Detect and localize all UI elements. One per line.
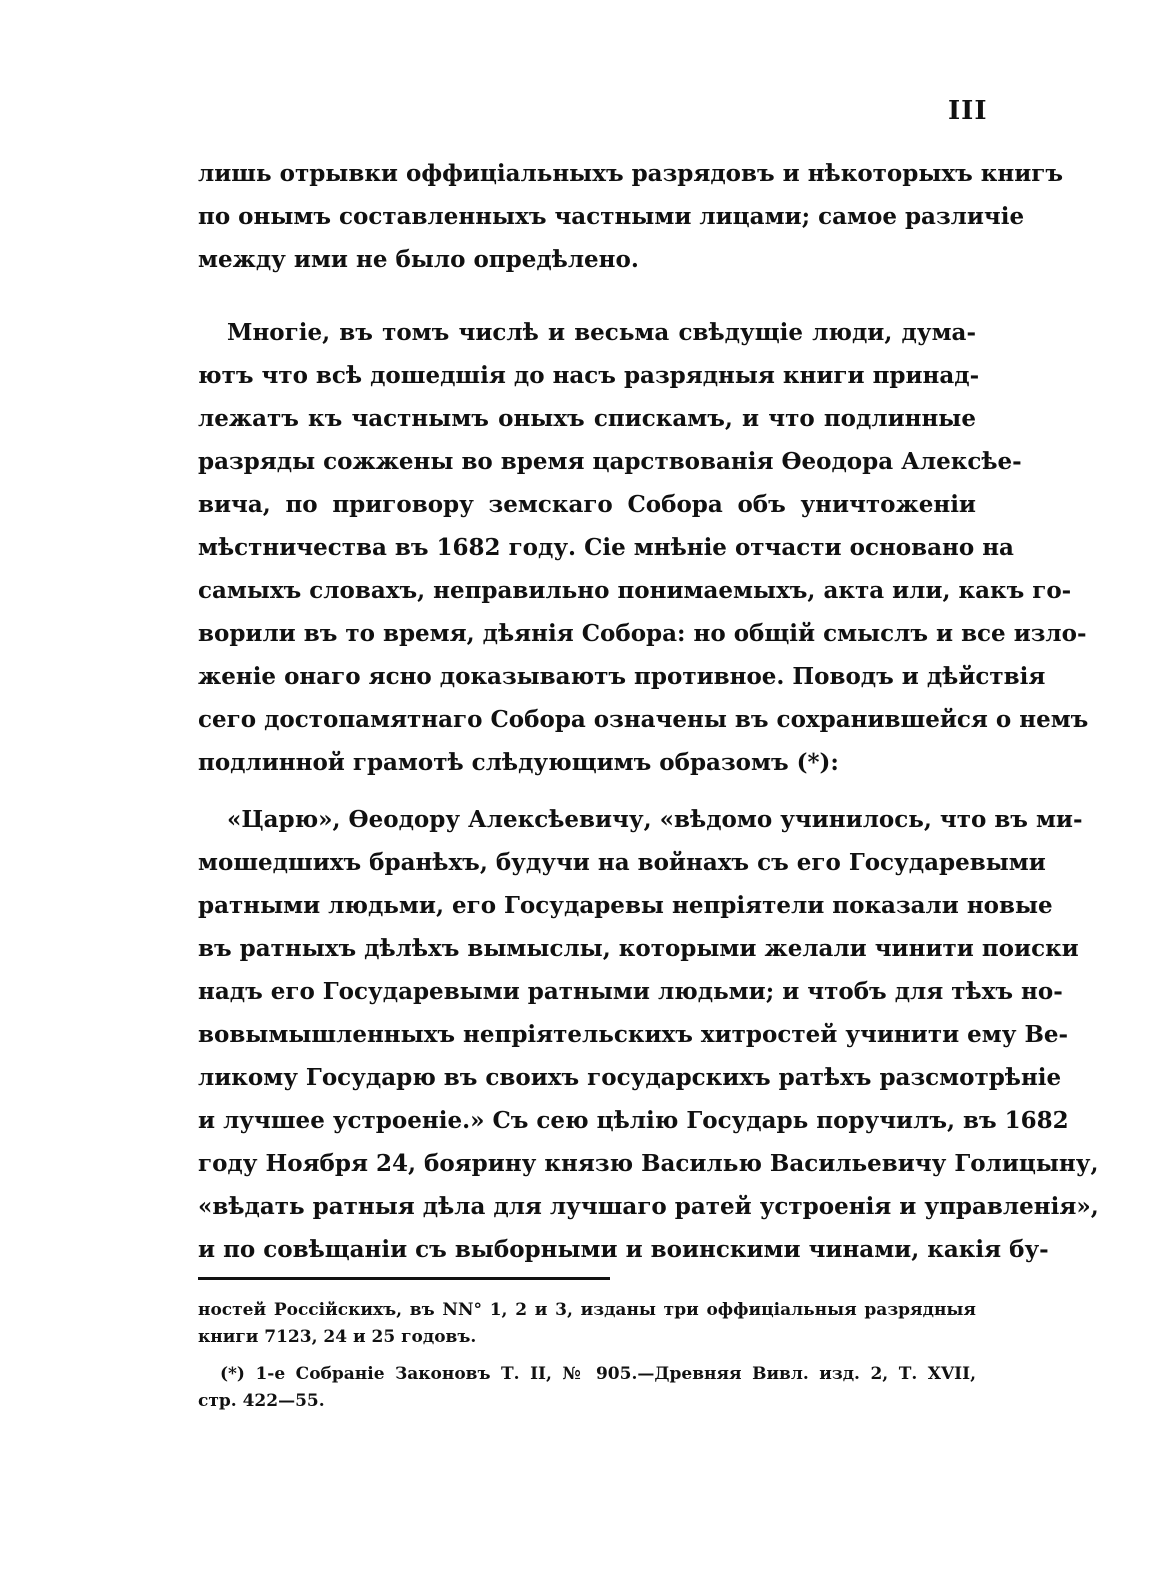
text-line: самыхъ словахъ, неправильно понимаемыхъ, акта или, какъ го-: [198, 577, 1072, 604]
paragraph-2: [198, 311, 1089, 784]
footnote-continued: [198, 1297, 976, 1351]
text-line: сего достопамятнаго Собора означены въ сохранившейся о немъ: [198, 706, 1089, 733]
text-line: вовымышленныхъ непріятельскихъ хитростей учинити ему Ве-: [198, 1021, 1069, 1048]
text-line: Многіе, въ томъ числѣ и весьма свѣдущіе люди, дума-: [227, 319, 976, 346]
text-line: подлинной грамотѣ слѣдующимъ образомъ (*):: [198, 749, 839, 776]
text-line: «вѣдать ратныя дѣла для лучшаго ратей устроенія и управленія»,: [198, 1193, 1099, 1220]
text-line: ликому Государю въ своихъ государскихъ ратѣхъ разсмотрѣніе: [198, 1064, 1062, 1091]
text-line: и по совѣщаніи съ выборными и воинскими чинами, какія бу-: [198, 1236, 1049, 1263]
text-line: «Царю», Ѳеодору Алексѣевичу, «вѣдомо учинилось, что въ ми-: [227, 806, 1083, 833]
footnote-line: ностей Россійскихъ, въ NN° 1, 2 и 3, изданы три оффиціальныя разрядныя: [198, 1300, 976, 1320]
text-line: ворили въ то время, дѣянія Собора: но общій смыслъ и все изло-: [198, 620, 1087, 647]
paragraph-1: [198, 152, 1063, 281]
text-line: и лучшее устроеніе.» Съ сею цѣлію Государь поручилъ, въ 1682: [198, 1107, 1069, 1134]
text-line: ютъ что всѣ дошедшія до насъ разрядныя книги принад-: [198, 362, 980, 389]
text-line: лишь отрывки оффиціальныхъ разрядовъ и нѣкоторыхъ книгъ: [198, 160, 1063, 187]
text-line: мошедшихъ бранѣхъ, будучи на войнахъ съ его Государевыми: [198, 849, 1046, 876]
text-line: вича, по приговору земскаго Собора объ уничтоженіи: [198, 491, 976, 518]
text-line: по онымъ составленныхъ частными лицами; самое различіе: [198, 203, 1025, 230]
footnote-line: книги 7123, 24 и 25 годовъ.: [198, 1327, 477, 1347]
text-line: лежатъ къ частнымъ оныхъ спискамъ, и что подлинные: [198, 405, 976, 432]
footnote-line: (*) 1-е Собраніе Законовъ Т. II, № 905.—Древняя Вивл. изд. 2, Т. XVII,: [220, 1364, 976, 1384]
text-line: женіе онаго ясно доказываютъ противное. Поводъ и дѣйствія: [198, 663, 1046, 690]
text-line: ратными людьми, его Государевы непріятели показали новые: [198, 892, 1053, 919]
text-line: надъ его Государевыми ратными людьми; и чтобъ для тѣхъ но-: [198, 978, 1063, 1005]
footnotes: [198, 1297, 976, 1415]
paragraph-3: [198, 798, 1099, 1271]
text-line: въ ратныхъ дѣлѣхъ вымыслы, которыми желали чинити поиски: [198, 935, 1079, 962]
text-line: мѣстничества въ 1682 году. Сіе мнѣніе отчасти основано на: [198, 534, 1014, 561]
text-line: между ими не было опредѣлено.: [198, 246, 639, 273]
footnote-line: стр. 422—55.: [198, 1391, 325, 1411]
page-number: III: [948, 96, 988, 126]
text-line: разряды сожжены во время царствованія Ѳеодора Алексѣе-: [198, 448, 1022, 475]
footnote-divider: [198, 1277, 610, 1280]
footnote-asterisk: [198, 1361, 976, 1415]
text-line: году Ноября 24, боярину князю Василью Васильевичу Голицыну,: [198, 1150, 1099, 1177]
